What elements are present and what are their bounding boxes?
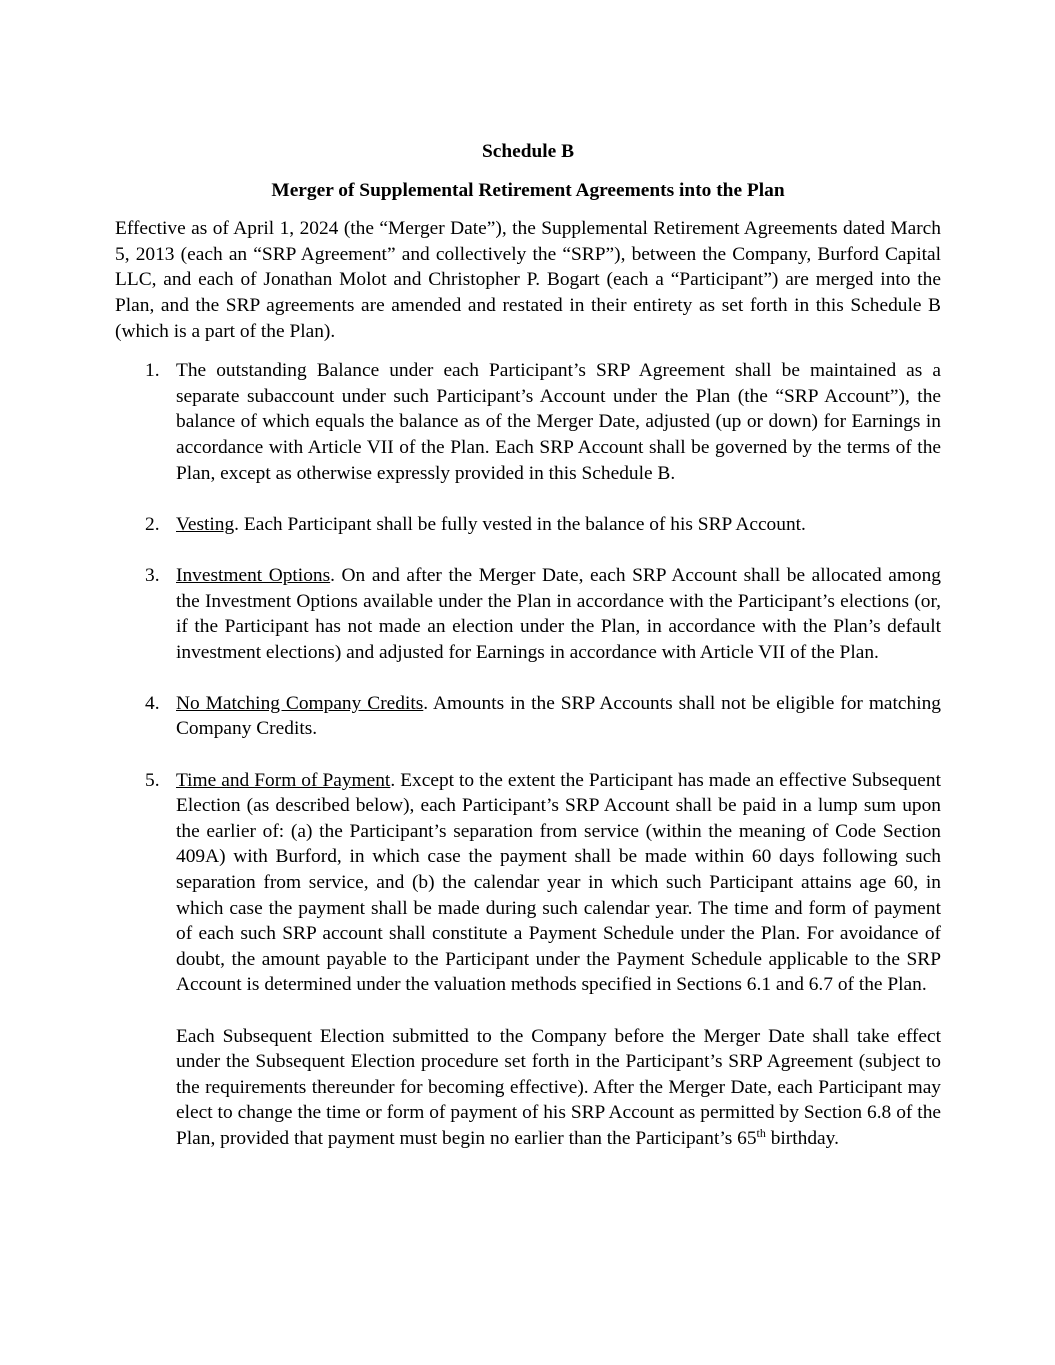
item-number: 2.	[145, 513, 160, 535]
item-text: . Amounts in the SRP Accounts shall not be eligible for matching Company Credits.	[176, 692, 941, 740]
continuation-text: Each Subsequent Election submitted to the Company before the Merger Date shall take effect under the Subsequent Election procedure set forth in the Participant’s SRP Agreement (subject to the requirements thereunder for becoming effective). After the Merger Date, each Participant may elect to change the time or form of payment of his SRP Account as permitted by Section 6.8 of the Plan, provided that payment must begin no earlier than the Participant’s	[176, 1025, 941, 1149]
schedule-title: Schedule B	[481, 141, 575, 162]
document-subtitle: Merger of Supplemental Retirement Agreements into the Plan	[271, 179, 785, 201]
continuation-ending: birthday.	[765, 1127, 839, 1149]
list-item	[115, 563, 941, 665]
intro-paragraph: Effective as of April 1, 2024 (the “Merger Date”), the Supplemental Retirement Agreements dated March 5, 2013 (each an “SRP Agreement” and collectively the “SRP”), between the Company, Burford Capital LLC, and each of Jonathan Molot and Christopher P. Bogart (each a “Participant”) are merged into the Plan, and the SRP agreements are amended and restated in their entirety as set forth in this Schedule B (which is a part of the Plan).	[115, 218, 941, 342]
item-paragraph	[176, 563, 941, 665]
item-heading: Time and Form of Payment	[176, 769, 391, 791]
item-paragraph	[176, 768, 941, 998]
continuation-paragraph	[115, 1024, 941, 1152]
list-item	[115, 691, 941, 742]
item-heading: No Matching Company Credits	[176, 692, 424, 714]
ordinal-number: 65	[737, 1127, 757, 1149]
item-heading: Vesting	[176, 513, 235, 535]
item-text: . Each Participant shall be fully vested in the balance of his SRP Account.	[234, 513, 806, 535]
document-page	[115, 139, 941, 1152]
item-text: . Except to the extent the Participant has made an effective Subsequent Election (as described below), each Participant’s SRP Account shall be paid in a lump sum upon the earlier of: (a) the Participant’s separation from service (within the meaning of Code Section 409A) with Burford, in which case the payment shall be made within 60 days following such separation from service, and (b) the calendar year in which such Participant attains age 60, in which case the payment shall be made during such calendar year. The time and form of payment of each such SRP account shall constitute a Payment Schedule under the Plan. For avoidance of doubt, the amount payable to the Participant under the Payment Schedule applicable to the SRP Account is determined under the valuation methods specified in Sections 6.1 and 6.7 of the Plan.	[176, 769, 941, 996]
item-number: 4.	[145, 692, 160, 714]
item-number: 1.	[145, 360, 160, 382]
numbered-list	[115, 358, 941, 998]
list-item	[115, 768, 941, 998]
item-number: 5.	[145, 769, 160, 791]
list-item	[115, 512, 941, 538]
item-number: 3.	[145, 564, 160, 586]
ordinal-suffix: th	[756, 1125, 766, 1140]
item-text: The outstanding Balance under each Participant’s SRP Agreement shall be maintained as a separate subaccount under such Participant’s Account under the Plan (the “SRP Account”), the balance of which equals the balance as of the Merger Date, adjusted (up or down) for Earnings in accordance with Article VII of the Plan. Each SRP Account shall be governed by the terms of the Plan, except as otherwise expressly provided in this Schedule B.	[176, 360, 941, 484]
item-text: . On and after the Merger Date, each SRP Account shall be allocated among the Investment Options available under the Plan in accordance with the Participant’s elections (or, if the Participant has not made an election under the Plan, in accordance with the Plan’s default investment elections) and adjusted for Earnings in accordance with Article VII of the Plan.	[176, 564, 941, 663]
list-item	[115, 358, 941, 486]
item-heading: Investment Options	[176, 564, 331, 586]
item-paragraph	[176, 512, 941, 538]
item-paragraph	[176, 691, 941, 742]
